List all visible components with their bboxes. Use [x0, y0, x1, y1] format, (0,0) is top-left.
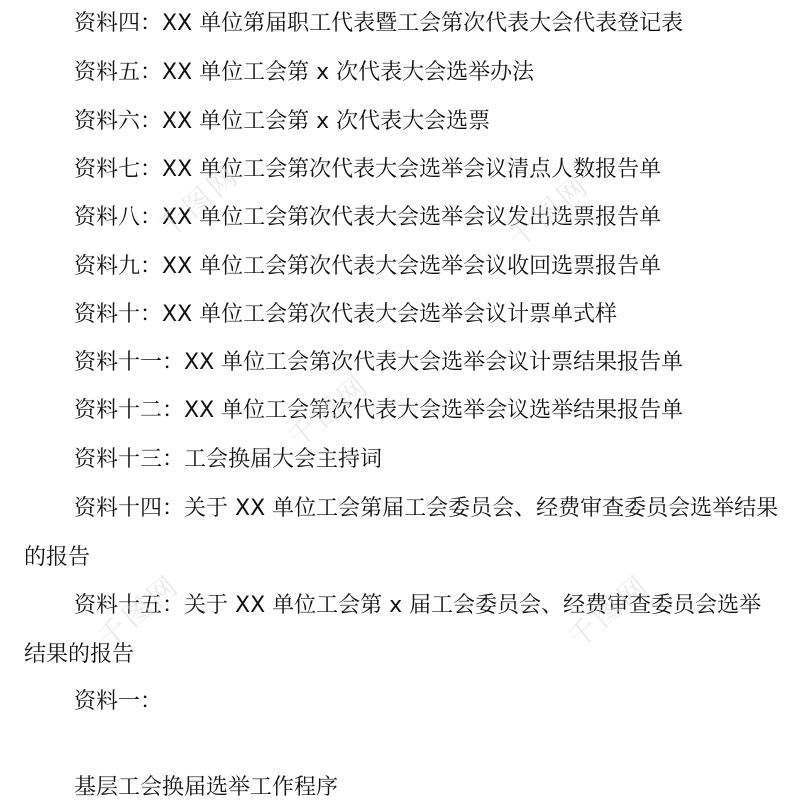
watermark: 千图网	[281, 367, 377, 455]
doc-line-11: 资料十一：XX 单位工会第次代表大会选举会议计票结果报告单	[74, 350, 684, 375]
watermark: 千图网	[151, 157, 247, 245]
doc-line-6: 资料六：XX 单位工会第 x 次代表大会选票	[74, 109, 491, 134]
doc-line-14: 资料十四：关于 XX 单位工会第届工会委员会、经费审查委员会选举结果的报告	[24, 496, 779, 570]
watermark: 千图网	[501, 167, 597, 255]
doc-line-12: 资料十二：XX 单位工会第次代表大会选举会议选举结果报告单	[74, 398, 684, 423]
doc-line-5: 资料五：XX 单位工会第 x 次代表大会选举办法	[74, 60, 535, 85]
doc-line-1: 资料一：	[74, 689, 163, 714]
doc-line-15: 资料十五：关于 XX 单位工会第 x 届工会委员会、经费审查委员会选举结果的报告	[24, 593, 762, 667]
watermark: 千图网	[561, 567, 657, 655]
doc-line-13: 资料十三：工会换届大会主持词	[74, 447, 383, 472]
doc-line-7: 资料七：XX 单位工会第次代表大会选举会议清点人数报告单	[74, 157, 662, 182]
doc-line-9: 资料九：XX 单位工会第次代表大会选举会议收回选票报告单	[74, 254, 662, 279]
watermark: 千图网	[91, 567, 187, 655]
doc-line-10: 资料十：XX 单位工会第次代表大会选举会议计票单式样	[74, 302, 618, 327]
doc-line-8: 资料八：XX 单位工会第次代表大会选举会议发出选票报告单	[74, 205, 662, 230]
doc-line-4: 资料四：XX 单位第届职工代表暨工会第次代表大会代表登记表	[74, 11, 684, 36]
doc-heading: 基层工会换届选举工作程序	[74, 775, 339, 800]
